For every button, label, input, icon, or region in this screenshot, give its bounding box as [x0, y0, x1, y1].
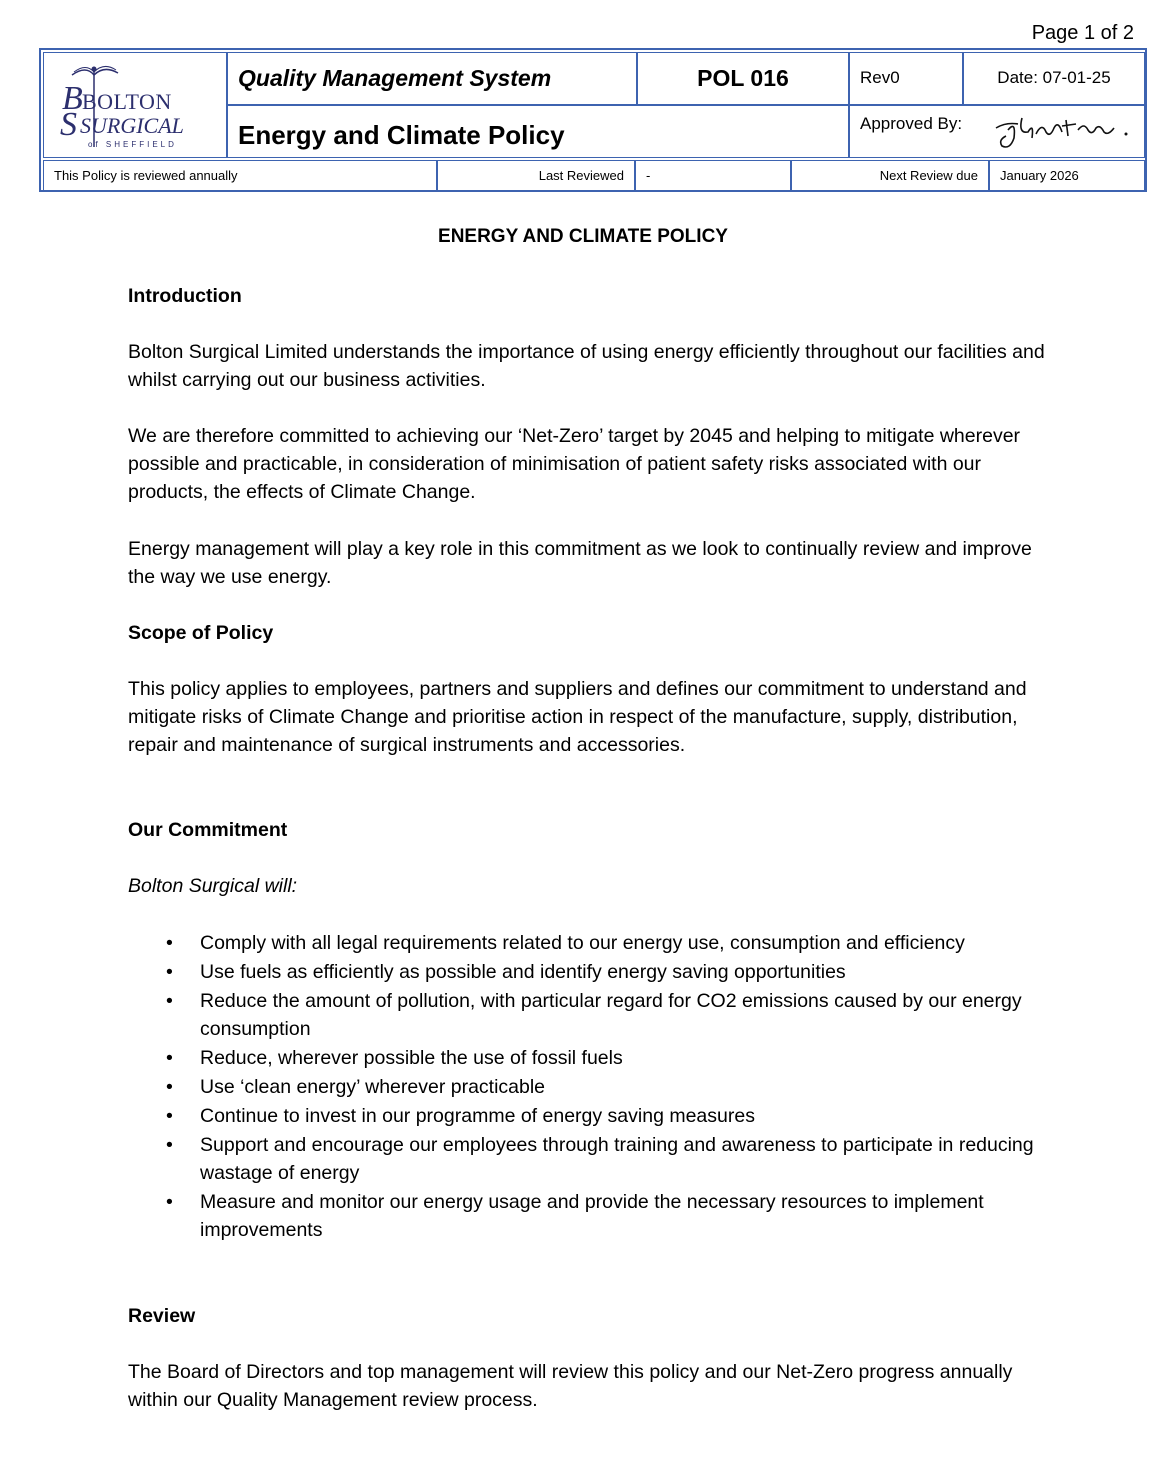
issue-date: Date: 07-01-25	[963, 52, 1145, 105]
policy-title: Energy and Climate Policy	[227, 105, 849, 158]
approver-signature	[988, 108, 1138, 156]
list-item: • Reduce, wherever possible the use of fossil fuels	[166, 1047, 623, 1069]
list-item: • Use ‘clean energy’ wherever practicable	[166, 1076, 546, 1098]
svg-text:SURGICAL: SURGICAL	[80, 113, 184, 138]
list-item: • Continue to invest in our programme of energy saving measures	[166, 1105, 755, 1127]
scope-paragraph: This policy applies to employees, partners and suppliers and defines our commitment to understand and mitigate risks of Climate Change and prioritise action in respect of the manufacture, supply, distribution, repair and maintenance of surgical instruments and accessories.	[128, 678, 1027, 756]
document-code: POL 016	[637, 52, 849, 105]
next-review-label: Next Review due	[791, 160, 989, 191]
commitment-list	[128, 929, 1048, 1245]
introduction-paragraph-2: We are therefore committed to achieving our ‘Net-Zero’ target by 2045 and helping to mitigate wherever possible and practicable, in consideration of minimisation of patient safety risks associated with our products, the effects of Climate Change.	[128, 425, 1021, 503]
scope-heading: Scope of Policy	[128, 622, 274, 644]
list-item: • Reduce the amount of pollution, with particular regard for CO2 emissions caused by our energy consumption	[166, 990, 1022, 1040]
list-item: • Support and encourage our employees through training and awareness to participate in reducing wastage of energy	[166, 1134, 1034, 1184]
introduction-paragraph-3: Energy management will play a key role in this commitment as we look to continually review and improve the way we use energy.	[128, 538, 1032, 588]
list-item: • Comply with all legal requirements related to our energy use, consumption and efficiency	[166, 932, 965, 954]
revision: Rev0	[849, 52, 963, 105]
approved-by-label: Approved By:	[860, 114, 963, 133]
logo-initial-s: S	[60, 106, 77, 143]
next-review-value: January 2026	[989, 160, 1145, 191]
bolton-surgical-logo	[44, 53, 224, 155]
svg-text:of SHEFFIELD: of SHEFFIELD	[88, 140, 177, 149]
company-logo	[43, 52, 227, 158]
logo-initial-b: B	[62, 80, 83, 117]
list-item: • Measure and monitor our energy usage and provide the necessary resources to implement improvements	[166, 1191, 984, 1241]
page-number: Page 1 of 2	[1031, 22, 1134, 44]
review-paragraph: The Board of Directors and top management will review this policy and our Net-Zero progress annually within our Quality Management review process.	[128, 1361, 1013, 1411]
list-item: • Use fuels as efficiently as possible and identify energy saving opportunities	[166, 961, 846, 983]
svg-text:BOLTON: BOLTON	[82, 89, 172, 114]
document-heading: ENERGY AND CLIMATE POLICY	[438, 226, 728, 247]
last-reviewed-label: Last Reviewed	[437, 160, 635, 191]
review-frequency-note: This Policy is reviewed annually	[43, 160, 437, 191]
review-heading: Review	[128, 1305, 196, 1327]
last-reviewed-value: -	[635, 160, 791, 191]
commitment-heading: Our Commitment	[128, 819, 288, 841]
document-header-table	[39, 48, 1147, 192]
commitment-intro: Bolton Surgical will:	[128, 875, 298, 897]
introduction-paragraph-1: Bolton Surgical Limited understands the importance of using energy efficiently throughout our facilities and whilst carrying out our business activities.	[128, 341, 1045, 391]
qms-label: Quality Management System	[227, 52, 637, 105]
approved-by	[849, 105, 1145, 158]
introduction-heading: Introduction	[128, 285, 242, 307]
